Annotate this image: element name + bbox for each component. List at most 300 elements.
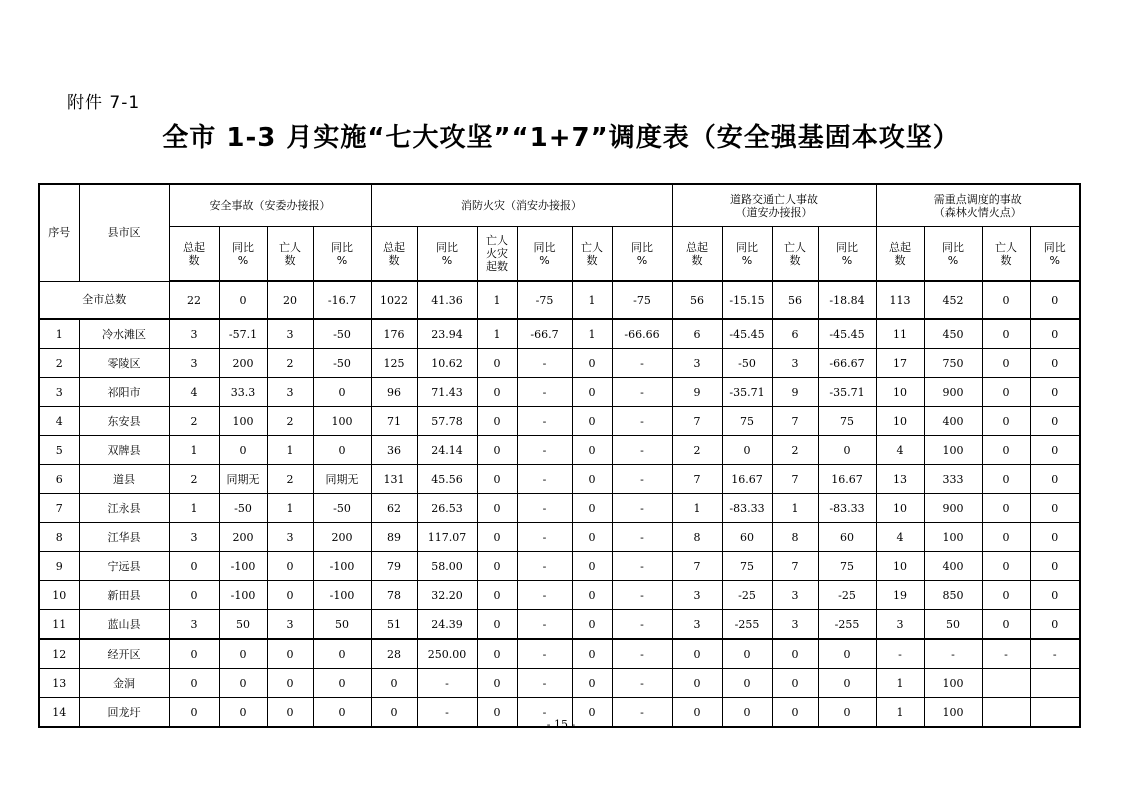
- row-county-name: 东安县: [79, 407, 169, 436]
- table-cell: 3: [672, 610, 722, 640]
- sub-header-cell: 亡人 数: [982, 227, 1030, 282]
- table-cell: 19: [876, 581, 924, 610]
- sub-header-cell: 总起 数: [169, 227, 219, 282]
- table-cell: 1: [267, 436, 313, 465]
- table-cell: 1: [672, 494, 722, 523]
- table-cell: 7: [772, 465, 818, 494]
- table-cell: -: [612, 610, 672, 640]
- table-cell: 100: [313, 407, 371, 436]
- table-cell: 16.67: [818, 465, 876, 494]
- total-cell: 20: [267, 281, 313, 319]
- row-index: 1: [39, 319, 79, 349]
- table-cell: 0: [371, 698, 417, 728]
- table-cell: 71.43: [417, 378, 477, 407]
- table-cell: -66.66: [612, 319, 672, 349]
- table-cell: -: [612, 465, 672, 494]
- table-cell: 450: [924, 319, 982, 349]
- table-row: [39, 407, 1080, 436]
- row-index: 9: [39, 552, 79, 581]
- table-cell: -: [612, 698, 672, 728]
- table-cell: 2: [267, 465, 313, 494]
- table-cell: 7: [772, 407, 818, 436]
- table-cell: 0: [982, 349, 1030, 378]
- total-cell: 0: [1030, 281, 1080, 319]
- table-cell: 0: [982, 523, 1030, 552]
- table-cell: -: [517, 698, 572, 728]
- row-county-name: 冷水滩区: [79, 319, 169, 349]
- table-cell: -: [876, 639, 924, 669]
- row-index: 13: [39, 669, 79, 698]
- table-cell: 1: [169, 436, 219, 465]
- table-cell: 3: [169, 610, 219, 640]
- table-cell: 0: [982, 436, 1030, 465]
- table-cell: 同期无: [313, 465, 371, 494]
- table-cell: -255: [722, 610, 772, 640]
- table-cell: 10: [876, 552, 924, 581]
- table-cell: 100: [924, 523, 982, 552]
- sub-header-cell: 同比 %: [313, 227, 371, 282]
- table-cell: -: [517, 407, 572, 436]
- sub-header-cell: 同比 %: [924, 227, 982, 282]
- table-cell: -83.33: [722, 494, 772, 523]
- total-cell: 56: [672, 281, 722, 319]
- table-cell: 89: [371, 523, 417, 552]
- total-cell: 113: [876, 281, 924, 319]
- table-cell: 0: [477, 669, 517, 698]
- table-cell: -: [612, 639, 672, 669]
- table-cell: 0: [722, 698, 772, 728]
- table-cell: 100: [924, 436, 982, 465]
- table-cell: 0: [267, 552, 313, 581]
- table-row: [39, 669, 1080, 698]
- table-cell: 3: [672, 581, 722, 610]
- table-cell: 0: [371, 669, 417, 698]
- table-cell: -35.71: [722, 378, 772, 407]
- table-cell: 0: [818, 436, 876, 465]
- table-cell: -45.45: [818, 319, 876, 349]
- row-index: 6: [39, 465, 79, 494]
- table-cell: 0: [1030, 436, 1080, 465]
- table-cell: -: [612, 349, 672, 378]
- table-cell: -35.71: [818, 378, 876, 407]
- table-cell: 0: [982, 494, 1030, 523]
- table-cell: 同期无: [219, 465, 267, 494]
- table-cell: 0: [572, 610, 612, 640]
- table-cell: 0: [169, 669, 219, 698]
- table-cell: 0: [982, 407, 1030, 436]
- table-cell: -50: [313, 349, 371, 378]
- table-cell: 0: [818, 669, 876, 698]
- table-cell: -: [612, 407, 672, 436]
- sub-header-cell: 亡人 火灾 起数: [477, 227, 517, 282]
- total-cell: -18.84: [818, 281, 876, 319]
- table-cell: 4: [876, 436, 924, 465]
- table-cell: 6: [772, 319, 818, 349]
- table-cell: 0: [477, 552, 517, 581]
- page-number: - 15 -: [546, 718, 576, 731]
- total-cell: 41.36: [417, 281, 477, 319]
- sub-header-cell: 亡人 数: [772, 227, 818, 282]
- table-cell: -: [517, 494, 572, 523]
- row-county-name: 经开区: [79, 639, 169, 669]
- table-cell: 2: [267, 407, 313, 436]
- table-cell: 26.53: [417, 494, 477, 523]
- header-group-forest: 需重点调度的事故 （森林火情火点）: [876, 184, 1080, 227]
- table-cell: 0: [1030, 407, 1080, 436]
- table-cell: -50: [722, 349, 772, 378]
- table-cell: -: [517, 581, 572, 610]
- table-cell: 60: [722, 523, 772, 552]
- table-cell: 400: [924, 407, 982, 436]
- table-cell: [982, 669, 1030, 698]
- table-cell: 10: [876, 494, 924, 523]
- table-cell: 0: [722, 639, 772, 669]
- row-index: 8: [39, 523, 79, 552]
- table-cell: 4: [169, 378, 219, 407]
- table-cell: 17: [876, 349, 924, 378]
- row-index: 10: [39, 581, 79, 610]
- table-cell: 0: [477, 610, 517, 640]
- table-cell: 71: [371, 407, 417, 436]
- table-cell: 36: [371, 436, 417, 465]
- total-cell: 452: [924, 281, 982, 319]
- table-cell: 900: [924, 494, 982, 523]
- table-cell: 0: [982, 319, 1030, 349]
- table-cell: 0: [982, 552, 1030, 581]
- table-cell: 176: [371, 319, 417, 349]
- table-cell: 0: [982, 581, 1030, 610]
- table-cell: 0: [169, 639, 219, 669]
- table-cell: 0: [772, 639, 818, 669]
- total-cell: 0: [982, 281, 1030, 319]
- table-cell: 0: [572, 407, 612, 436]
- table-cell: 8: [772, 523, 818, 552]
- row-index: 3: [39, 378, 79, 407]
- table-cell: 75: [818, 552, 876, 581]
- table-cell: 24.39: [417, 610, 477, 640]
- table-cell: 0: [477, 436, 517, 465]
- table-cell: 2: [672, 436, 722, 465]
- table-cell: 0: [572, 698, 612, 728]
- table-cell: 131: [371, 465, 417, 494]
- table-cell: 51: [371, 610, 417, 640]
- row-county-name: 江华县: [79, 523, 169, 552]
- table-cell: 0: [572, 669, 612, 698]
- header-group-safety: 安全事故（安委办接报）: [169, 184, 371, 227]
- table-cell: 0: [267, 669, 313, 698]
- table-cell: 3: [169, 523, 219, 552]
- table-cell: -: [417, 698, 477, 728]
- table-cell: 0: [219, 669, 267, 698]
- total-cell: 22: [169, 281, 219, 319]
- table-cell: -50: [313, 494, 371, 523]
- table-cell: 1: [572, 319, 612, 349]
- table-cell: 75: [722, 552, 772, 581]
- table-cell: 0: [477, 494, 517, 523]
- row-index: 4: [39, 407, 79, 436]
- sub-header-cell: 同比 %: [517, 227, 572, 282]
- table-cell: 96: [371, 378, 417, 407]
- table-cell: 0: [572, 639, 612, 669]
- table-row: [39, 552, 1080, 581]
- table-cell: 1: [477, 319, 517, 349]
- row-index: 12: [39, 639, 79, 669]
- table-cell: 60: [818, 523, 876, 552]
- table-cell: 0: [267, 581, 313, 610]
- table-cell: -255: [818, 610, 876, 640]
- header-sub-row: [39, 227, 1080, 282]
- row-county-name: 金洞: [79, 669, 169, 698]
- table-cell: 50: [219, 610, 267, 640]
- table-cell: 0: [267, 639, 313, 669]
- table-cell: -100: [313, 581, 371, 610]
- table-cell: 6: [672, 319, 722, 349]
- table-cell: 333: [924, 465, 982, 494]
- table-cell: 0: [982, 378, 1030, 407]
- table-cell: 100: [219, 407, 267, 436]
- table-cell: -45.45: [722, 319, 772, 349]
- table-cell: 1: [169, 494, 219, 523]
- total-cell: -15.15: [722, 281, 772, 319]
- table-cell: 28: [371, 639, 417, 669]
- row-index: 14: [39, 698, 79, 728]
- sub-header-cell: 同比 %: [818, 227, 876, 282]
- table-cell: -66.7: [517, 319, 572, 349]
- table-cell: 33.3: [219, 378, 267, 407]
- table-cell: 0: [818, 639, 876, 669]
- row-county-name: 回龙圩: [79, 698, 169, 728]
- row-index: 7: [39, 494, 79, 523]
- table-cell: 75: [818, 407, 876, 436]
- table-cell: 78: [371, 581, 417, 610]
- table-cell: 100: [924, 669, 982, 698]
- sub-header-cell: 同比 %: [219, 227, 267, 282]
- total-cell: -75: [612, 281, 672, 319]
- table-cell: -: [612, 552, 672, 581]
- table-cell: 0: [1030, 610, 1080, 640]
- table-cell: -: [982, 639, 1030, 669]
- table-cell: -50: [219, 494, 267, 523]
- table-cell: 0: [672, 698, 722, 728]
- table-cell: -: [924, 639, 982, 669]
- table-cell: 0: [772, 698, 818, 728]
- table-cell: -: [612, 669, 672, 698]
- table-row: [39, 319, 1080, 349]
- table-cell: 58.00: [417, 552, 477, 581]
- table-row: [39, 436, 1080, 465]
- table-cell: 45.56: [417, 465, 477, 494]
- table-cell: 9: [772, 378, 818, 407]
- table-cell: 24.14: [417, 436, 477, 465]
- table-cell: 200: [219, 523, 267, 552]
- table-cell: 8: [672, 523, 722, 552]
- table-cell: 0: [477, 523, 517, 552]
- table-cell: -: [612, 581, 672, 610]
- row-county-name: 双牌县: [79, 436, 169, 465]
- table-cell: 2: [169, 465, 219, 494]
- table-cell: -57.1: [219, 319, 267, 349]
- table-cell: 117.07: [417, 523, 477, 552]
- table-cell: 2: [169, 407, 219, 436]
- table-cell: -: [517, 378, 572, 407]
- table-cell: 0: [267, 698, 313, 728]
- table-body: [39, 184, 1080, 727]
- table-cell: 3: [267, 610, 313, 640]
- table-cell: 0: [1030, 552, 1080, 581]
- table-cell: 7: [672, 407, 722, 436]
- table-cell: -50: [313, 319, 371, 349]
- table-cell: 79: [371, 552, 417, 581]
- table-cell: 0: [572, 465, 612, 494]
- table-row: [39, 581, 1080, 610]
- table-row: [39, 465, 1080, 494]
- row-county-name: 道县: [79, 465, 169, 494]
- table-cell: -: [612, 523, 672, 552]
- table-cell: 125: [371, 349, 417, 378]
- table-row: [39, 639, 1080, 669]
- table-cell: -: [517, 436, 572, 465]
- table-cell: -66.67: [818, 349, 876, 378]
- table-cell: 0: [219, 698, 267, 728]
- table-cell: 0: [572, 378, 612, 407]
- row-index: 5: [39, 436, 79, 465]
- table-cell: 75: [722, 407, 772, 436]
- table-cell: 0: [477, 407, 517, 436]
- sub-header-cell: 亡人 数: [267, 227, 313, 282]
- table-cell: -: [612, 378, 672, 407]
- table-cell: 900: [924, 378, 982, 407]
- table-cell: 0: [572, 494, 612, 523]
- table-cell: 0: [477, 378, 517, 407]
- table-cell: 50: [313, 610, 371, 640]
- table-row: [39, 494, 1080, 523]
- sub-header-cell: 亡人 数: [572, 227, 612, 282]
- header-group-traffic: 道路交通亡人事故 （道安办接报）: [672, 184, 876, 227]
- dispatch-table: [38, 183, 1081, 728]
- table-cell: 0: [772, 669, 818, 698]
- table-cell: 0: [313, 639, 371, 669]
- table-cell: 10: [876, 407, 924, 436]
- total-cell: -16.7: [313, 281, 371, 319]
- table-cell: 7: [772, 552, 818, 581]
- table-cell: 400: [924, 552, 982, 581]
- table-cell: 0: [219, 436, 267, 465]
- table-cell: 0: [572, 552, 612, 581]
- table-cell: -100: [313, 552, 371, 581]
- table-cell: 7: [672, 552, 722, 581]
- attachment-label: 附件 7-1: [67, 93, 141, 113]
- table-cell: -: [612, 436, 672, 465]
- table-cell: 200: [219, 349, 267, 378]
- table-cell: 4: [876, 523, 924, 552]
- table-cell: 850: [924, 581, 982, 610]
- table-cell: 0: [1030, 581, 1080, 610]
- table-cell: 50: [924, 610, 982, 640]
- row-county-name: 蓝山县: [79, 610, 169, 640]
- row-index: 11: [39, 610, 79, 640]
- table-cell: 0: [477, 639, 517, 669]
- header-seq: 序号: [39, 184, 79, 281]
- table-cell: 0: [1030, 523, 1080, 552]
- table-cell: 1: [772, 494, 818, 523]
- table-cell: -: [517, 465, 572, 494]
- total-cell: -75: [517, 281, 572, 319]
- table-row: [39, 610, 1080, 640]
- table-cell: 0: [1030, 349, 1080, 378]
- total-cell: 0: [219, 281, 267, 319]
- table-cell: 1: [876, 698, 924, 728]
- total-cell: 1022: [371, 281, 417, 319]
- table-cell: 0: [1030, 494, 1080, 523]
- table-cell: 0: [477, 581, 517, 610]
- table-cell: 23.94: [417, 319, 477, 349]
- table-cell: 0: [1030, 378, 1080, 407]
- row-county-name: 零陵区: [79, 349, 169, 378]
- table-cell: 57.78: [417, 407, 477, 436]
- table-row: [39, 523, 1080, 552]
- table-cell: 13: [876, 465, 924, 494]
- table-cell: 0: [169, 581, 219, 610]
- table-cell: -: [612, 494, 672, 523]
- row-index: 2: [39, 349, 79, 378]
- table-cell: 10: [876, 378, 924, 407]
- table-cell: 0: [1030, 319, 1080, 349]
- row-county-name: 新田县: [79, 581, 169, 610]
- table-cell: 0: [313, 698, 371, 728]
- table-cell: 0: [313, 436, 371, 465]
- total-row: [39, 281, 1080, 319]
- table-cell: 0: [477, 465, 517, 494]
- table-cell: 200: [313, 523, 371, 552]
- table-cell: 3: [772, 581, 818, 610]
- table-cell: -: [517, 610, 572, 640]
- table-cell: 100: [924, 698, 982, 728]
- table-cell: -: [517, 669, 572, 698]
- table-cell: -: [417, 669, 477, 698]
- table-cell: 3: [267, 523, 313, 552]
- table-row: [39, 349, 1080, 378]
- table-cell: 0: [572, 436, 612, 465]
- table-cell: 7: [672, 465, 722, 494]
- sub-header-cell: 总起 数: [876, 227, 924, 282]
- row-county-name: 宁远县: [79, 552, 169, 581]
- table-cell: 0: [1030, 465, 1080, 494]
- table-cell: 3: [672, 349, 722, 378]
- table-cell: 0: [982, 610, 1030, 640]
- table-cell: 62: [371, 494, 417, 523]
- table-cell: -83.33: [818, 494, 876, 523]
- table-cell: [1030, 669, 1080, 698]
- table-cell: 0: [818, 698, 876, 728]
- sub-header-cell: 同比 %: [417, 227, 477, 282]
- header-group-fire: 消防火灾（消安办接报）: [371, 184, 672, 227]
- header-county: 县市区: [79, 184, 169, 281]
- sub-header-cell: 总起 数: [672, 227, 722, 282]
- table-cell: -: [517, 552, 572, 581]
- total-cell: 1: [572, 281, 612, 319]
- table-cell: -100: [219, 552, 267, 581]
- table-cell: 0: [313, 378, 371, 407]
- table-cell: -25: [722, 581, 772, 610]
- table-cell: 32.20: [417, 581, 477, 610]
- table-cell: 0: [572, 349, 612, 378]
- table-cell: 0: [477, 349, 517, 378]
- table-cell: 0: [313, 669, 371, 698]
- table-cell: 10.62: [417, 349, 477, 378]
- row-county-name: 祁阳市: [79, 378, 169, 407]
- table-cell: 0: [722, 436, 772, 465]
- table-cell: 0: [169, 552, 219, 581]
